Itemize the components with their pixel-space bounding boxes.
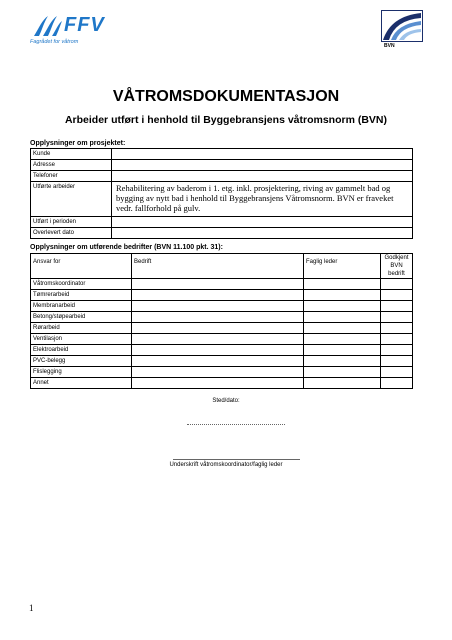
row-label: Ventilasjon — [31, 334, 132, 345]
place-date-line[interactable] — [187, 424, 285, 425]
document-subtitle: Arbeider utført i henhold til Byggebransjens våtromsnorm (BVN) — [64, 114, 388, 126]
row-label: Elektroarbeid — [31, 345, 132, 356]
table-row — [31, 228, 413, 239]
column-header: Godkjent BVN bedrift — [381, 254, 413, 279]
company-cell[interactable] — [132, 312, 304, 323]
approved-cell[interactable] — [381, 279, 413, 290]
row-label: Våtromskoordinator — [31, 279, 132, 290]
leader-cell[interactable] — [304, 367, 381, 378]
table-row — [31, 217, 413, 228]
leader-cell[interactable] — [304, 279, 381, 290]
company-cell[interactable] — [132, 290, 304, 301]
bvn-logo — [381, 10, 423, 50]
signature-label: Underskrift våtromskoordinator/faglig leder — [169, 462, 283, 468]
table-row — [31, 279, 413, 290]
row-label: Overlevert dato — [31, 228, 112, 239]
table-row — [31, 323, 413, 334]
row-label: Kunde — [31, 149, 112, 160]
company-cell[interactable] — [132, 356, 304, 367]
water-drops-icon — [30, 14, 64, 38]
work-description[interactable]: Rehabilitering av baderom i 1. etg. inkl. prosjektering, riving av gammelt bad og bygging av nytt bad i henhold til Byggebransjens Våtromsnorm. BVN er fraveket vedr. fallforhold på gulv. — [112, 182, 413, 217]
leader-cell[interactable] — [304, 301, 381, 312]
row-label: Utført i perioden — [31, 217, 112, 228]
company-cell[interactable] — [132, 301, 304, 312]
approved-cell[interactable] — [381, 301, 413, 312]
leader-cell[interactable] — [304, 345, 381, 356]
column-header: Bedrift — [132, 254, 304, 279]
document-title: VÅTROMSDOKUMENTASJON — [112, 88, 340, 105]
row-value[interactable] — [112, 228, 413, 239]
row-label: Betong/støpearbeid — [31, 312, 132, 323]
row-label: PVC-belegg — [31, 356, 132, 367]
row-label: Telefoner — [31, 171, 112, 182]
table-row — [31, 171, 413, 182]
logo-text: FFV — [64, 14, 105, 36]
ffv-logo — [30, 14, 140, 48]
leader-cell[interactable] — [304, 290, 381, 301]
approved-cell[interactable] — [381, 345, 413, 356]
bvn-wave-icon — [381, 10, 423, 42]
column-header: Ansvar for — [31, 254, 132, 279]
row-value[interactable] — [112, 217, 413, 228]
column-header: Faglig leder — [304, 254, 381, 279]
leader-cell[interactable] — [304, 334, 381, 345]
row-label: Annet — [31, 378, 132, 389]
table-row — [31, 367, 413, 378]
company-cell[interactable] — [132, 323, 304, 334]
approved-cell[interactable] — [381, 378, 413, 389]
table-row — [31, 149, 413, 160]
approved-cell[interactable] — [381, 323, 413, 334]
approved-cell[interactable] — [381, 334, 413, 345]
row-label: Utførte arbeider — [31, 182, 112, 217]
approved-cell[interactable] — [381, 312, 413, 323]
row-label: Adresse — [31, 160, 112, 171]
row-label: Flislegging — [31, 367, 132, 378]
row-label: Tømrerarbeid — [31, 290, 132, 301]
place-date-label: Sted/dato: — [212, 398, 240, 404]
table-row — [31, 182, 413, 217]
table-row — [31, 301, 413, 312]
page-number: 1 — [29, 603, 34, 613]
table-row — [31, 160, 413, 171]
company-cell[interactable] — [132, 378, 304, 389]
leader-cell[interactable] — [304, 356, 381, 367]
company-cell[interactable] — [132, 367, 304, 378]
table-row — [31, 345, 413, 356]
table-header-row — [31, 254, 413, 279]
approved-cell[interactable] — [381, 356, 413, 367]
table-row — [31, 378, 413, 389]
leader-cell[interactable] — [304, 378, 381, 389]
row-label: Rørarbeid — [31, 323, 132, 334]
company-cell[interactable] — [132, 334, 304, 345]
company-cell[interactable] — [132, 279, 304, 290]
row-value[interactable] — [112, 171, 413, 182]
company-cell[interactable] — [132, 345, 304, 356]
table-row — [31, 312, 413, 323]
logo-tagline: Fagrådet for våtrom — [30, 39, 79, 45]
table-row — [31, 356, 413, 367]
bvn-label: BVN — [384, 43, 395, 49]
leader-cell[interactable] — [304, 312, 381, 323]
companies-section-heading: Opplysninger om utførende bedrifter (BVN 11.100 pkt. 31): — [30, 244, 223, 251]
companies-table — [30, 253, 413, 389]
approved-cell[interactable] — [381, 367, 413, 378]
table-row — [31, 290, 413, 301]
signature-line[interactable] — [173, 459, 300, 460]
project-section-heading: Opplysninger om prosjektet: — [30, 140, 126, 147]
leader-cell[interactable] — [304, 323, 381, 334]
project-table — [30, 148, 413, 239]
row-value[interactable] — [112, 160, 413, 171]
approved-cell[interactable] — [381, 290, 413, 301]
row-value[interactable] — [112, 149, 413, 160]
table-row — [31, 334, 413, 345]
row-label: Membranarbeid — [31, 301, 132, 312]
